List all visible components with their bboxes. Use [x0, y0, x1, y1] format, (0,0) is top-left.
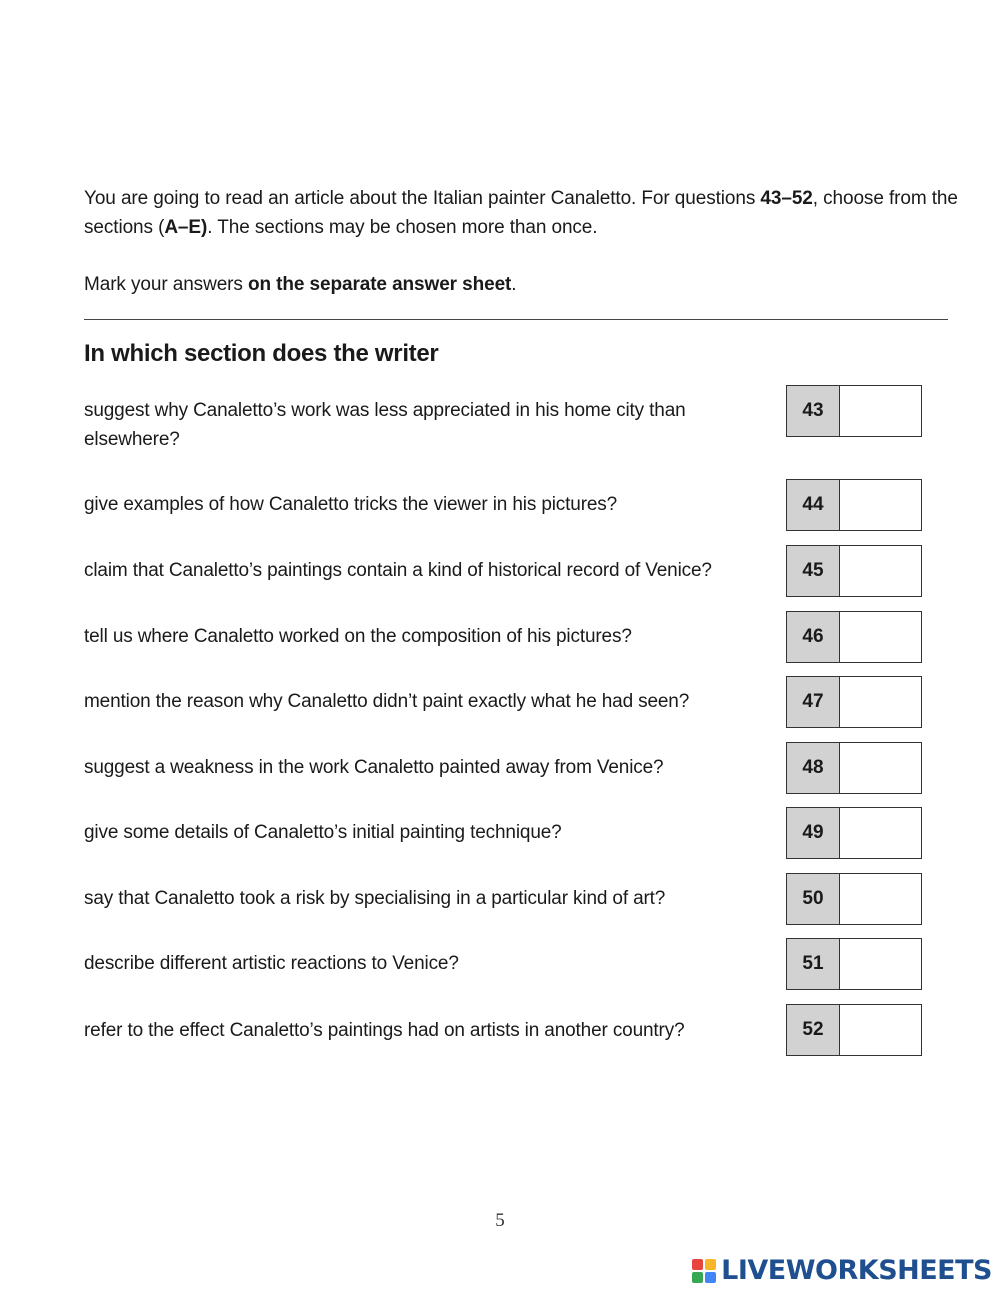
answer-box: [786, 742, 922, 794]
question-text: refer to the effect Canaletto’s paintings had on artists in another country?: [84, 1020, 685, 1041]
question-number: 46: [787, 612, 840, 662]
instructions-text: . The sections may be chosen more than once.: [207, 217, 598, 238]
answer-input[interactable]: [840, 612, 921, 662]
answer-input[interactable]: [840, 874, 921, 924]
question-text: describe different artistic reactions to Venice?: [84, 953, 459, 974]
section-heading: In which section does the writer: [84, 340, 439, 367]
logo-block: [705, 1259, 716, 1270]
answer-box: [786, 479, 922, 531]
answer-box: [786, 385, 922, 437]
answer-input[interactable]: [840, 677, 921, 727]
logo-blocks-icon: [692, 1259, 716, 1283]
answer-box: [786, 1004, 922, 1056]
question-number: 50: [787, 874, 840, 924]
answer-box: [786, 873, 922, 925]
answer-input[interactable]: [840, 386, 921, 436]
answer-input[interactable]: [840, 546, 921, 596]
logo-block: [692, 1259, 703, 1270]
logo-block: [692, 1272, 703, 1283]
mark-answers-paragraph: [84, 270, 964, 299]
question-text: suggest a weakness in the work Canaletto painted away from Venice?: [84, 757, 664, 778]
question-number: 43: [787, 386, 840, 436]
question-text: tell us where Canaletto worked on the composition of his pictures?: [84, 626, 632, 647]
brand-wordmark: LIVEWORKSHEETS: [721, 1255, 992, 1286]
question-number: 52: [787, 1005, 840, 1055]
question-range: 43–52: [760, 188, 813, 209]
mark-text: .: [511, 274, 517, 295]
question-text: claim that Canaletto’s paintings contain a kind of historical record of Venice?: [84, 560, 712, 581]
instructions-text: , choose from the sections (: [84, 188, 958, 238]
mark-text: Mark your answers: [84, 274, 248, 295]
answer-box: [786, 938, 922, 990]
answer-input[interactable]: [840, 939, 921, 989]
answer-sheet-note: on the separate answer sheet: [247, 274, 512, 295]
answer-input[interactable]: [840, 480, 921, 530]
page-number: 5: [495, 1210, 505, 1231]
answer-input[interactable]: [840, 1005, 921, 1055]
logo-block: [705, 1272, 716, 1283]
question-text: suggest why Canaletto’s work was less appreciated in his home city than elsewhere?: [84, 400, 686, 450]
question-text: mention the reason why Canaletto didn’t paint exactly what he had seen?: [84, 691, 690, 712]
question-text: give examples of how Canaletto tricks the viewer in his pictures?: [84, 494, 618, 515]
question-number: 48: [787, 743, 840, 793]
question-number: 51: [787, 939, 840, 989]
answer-box: [786, 807, 922, 859]
question-number: 44: [787, 480, 840, 530]
instructions-paragraph: [84, 184, 964, 242]
question-number: 45: [787, 546, 840, 596]
liveworksheets-logo: [692, 1255, 992, 1286]
answer-box: [786, 676, 922, 728]
answer-box: [786, 611, 922, 663]
instructions: [84, 184, 964, 299]
answer-box: [786, 545, 922, 597]
instructions-text: You are going to read an article about the Italian painter Canaletto. For questions: [84, 188, 761, 209]
answer-input[interactable]: [840, 743, 921, 793]
question-number: 47: [787, 677, 840, 727]
answer-input[interactable]: [840, 808, 921, 858]
question-number: 49: [787, 808, 840, 858]
question-text: give some details of Canaletto’s initial painting technique?: [84, 822, 562, 843]
question-text: say that Canaletto took a risk by specialising in a particular kind of art?: [84, 888, 666, 909]
divider: [84, 319, 948, 320]
section-range: A–E): [164, 217, 208, 238]
